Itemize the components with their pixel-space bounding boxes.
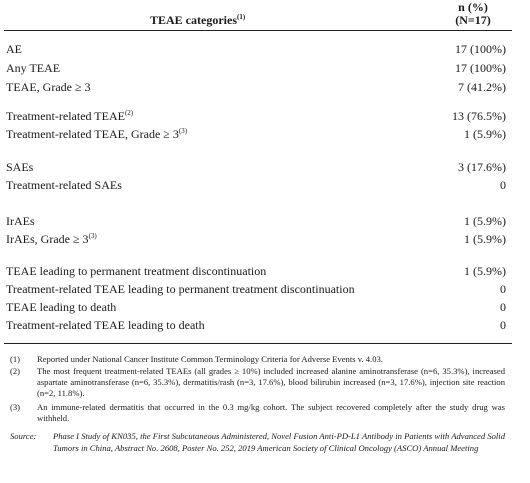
source-text: Phase I Study of KN035, the First Subcutaneous Administered, Novel Fusion Anti-PD-L1 Antibody in Patients with Advanced Solid Tumors in China, Abstract No. 2608, Poster No. 252, 2019 American Society of Clinical Oncology (ASCO) Annual Meeting (53, 431, 505, 453)
row-value: 0 (500, 282, 506, 296)
footnote-marker: (1) (10, 354, 21, 364)
count-column-header (438, 1, 508, 27)
row-value: 0 (500, 178, 506, 192)
row-value: 1 (5.9%) (464, 214, 506, 228)
row-value: 1 (5.9%) (464, 264, 506, 278)
table-row (6, 127, 506, 142)
row-label: AE (6, 42, 22, 56)
footnote-text: Reported under National Cancer Institute Common Terminology Criteria for Adverse Events v. 4.03. (37, 354, 383, 364)
category-header-label: TEAE categories (150, 13, 237, 27)
table-row (6, 232, 506, 247)
footnote-marker: (3) (10, 402, 21, 412)
row-value: 0 (500, 318, 506, 332)
row-label: TEAE leading to death (6, 300, 117, 314)
row-value: 17 (100%) (455, 61, 506, 75)
footnote (10, 354, 505, 365)
footnote-text: An immune-related dermatitis that occurred in the 0.3 mg/kg cohort. The subject recovered completely after the study drug was withheld. (37, 402, 505, 423)
table-row (6, 42, 506, 57)
row-label: Any TEAE (6, 61, 61, 75)
row-value: 13 (76.5%) (452, 109, 506, 123)
table-row (6, 300, 506, 315)
row-label: IrAEs (6, 214, 35, 228)
row-label (6, 109, 133, 124)
source-citation (10, 430, 505, 454)
table-row (6, 282, 506, 297)
footnote-marker: (2) (10, 366, 21, 376)
count-header-line2: (N=17) (455, 13, 491, 27)
table-row (6, 318, 506, 333)
row-label (6, 127, 187, 142)
table-row (6, 160, 506, 175)
table-row (6, 178, 506, 193)
row-label: SAEs (6, 160, 34, 174)
row-label: TEAE leading to permanent treatment discontinuation (6, 264, 267, 278)
row-value: 1 (5.9%) (464, 127, 506, 141)
footnote-ref: (3) (178, 127, 188, 135)
row-value: 7 (41.2%) (458, 80, 506, 94)
table-row (6, 109, 506, 124)
row-label: Treatment-related TEAE leading to permanent treatment discontinuation (6, 282, 355, 296)
row-label: Treatment-related SAEs (6, 178, 122, 192)
table-row (6, 214, 506, 229)
row-value: 17 (100%) (455, 42, 506, 56)
category-column-header (150, 13, 245, 28)
table-row (6, 61, 506, 76)
footnote-text: The most frequent treatment-related TEAEs (all grades ≥ 10%) included increased alanine aminotransferase (n=6, 35.3%), increased aspartate aminotransferase (n=6, 35.3%), dermatitis/rash (n=3, 17.6%), blood bilirubin increased (n=3, 17.6%), injection site reaction (n=2, 11.8%). (37, 366, 505, 398)
footnote-ref: (2) (124, 109, 134, 117)
table-bottom-rule (4, 343, 512, 344)
header-rule (4, 30, 512, 31)
row-label (6, 232, 97, 247)
footnote (10, 366, 505, 399)
row-label-text: Treatment-related TEAE, Grade ≥ 3 (6, 127, 179, 141)
category-header-footnote-ref: (1) (236, 13, 246, 21)
row-value: 1 (5.9%) (464, 232, 506, 246)
row-value: 0 (500, 300, 506, 314)
count-header-line1: n (%) (458, 0, 488, 14)
source-label: Source: (10, 431, 37, 441)
footnote-ref: (3) (88, 232, 97, 240)
row-label: TEAE, Grade ≥ 3 (6, 80, 91, 94)
table-row (6, 264, 506, 279)
row-label-text: IrAEs, Grade ≥ 3 (6, 232, 89, 246)
row-value: 3 (17.6%) (458, 160, 506, 174)
table-row (6, 80, 506, 95)
footnote (10, 402, 505, 424)
row-label-text: Treatment-related TEAE (6, 109, 125, 123)
row-label: Treatment-related TEAE leading to death (6, 318, 205, 332)
